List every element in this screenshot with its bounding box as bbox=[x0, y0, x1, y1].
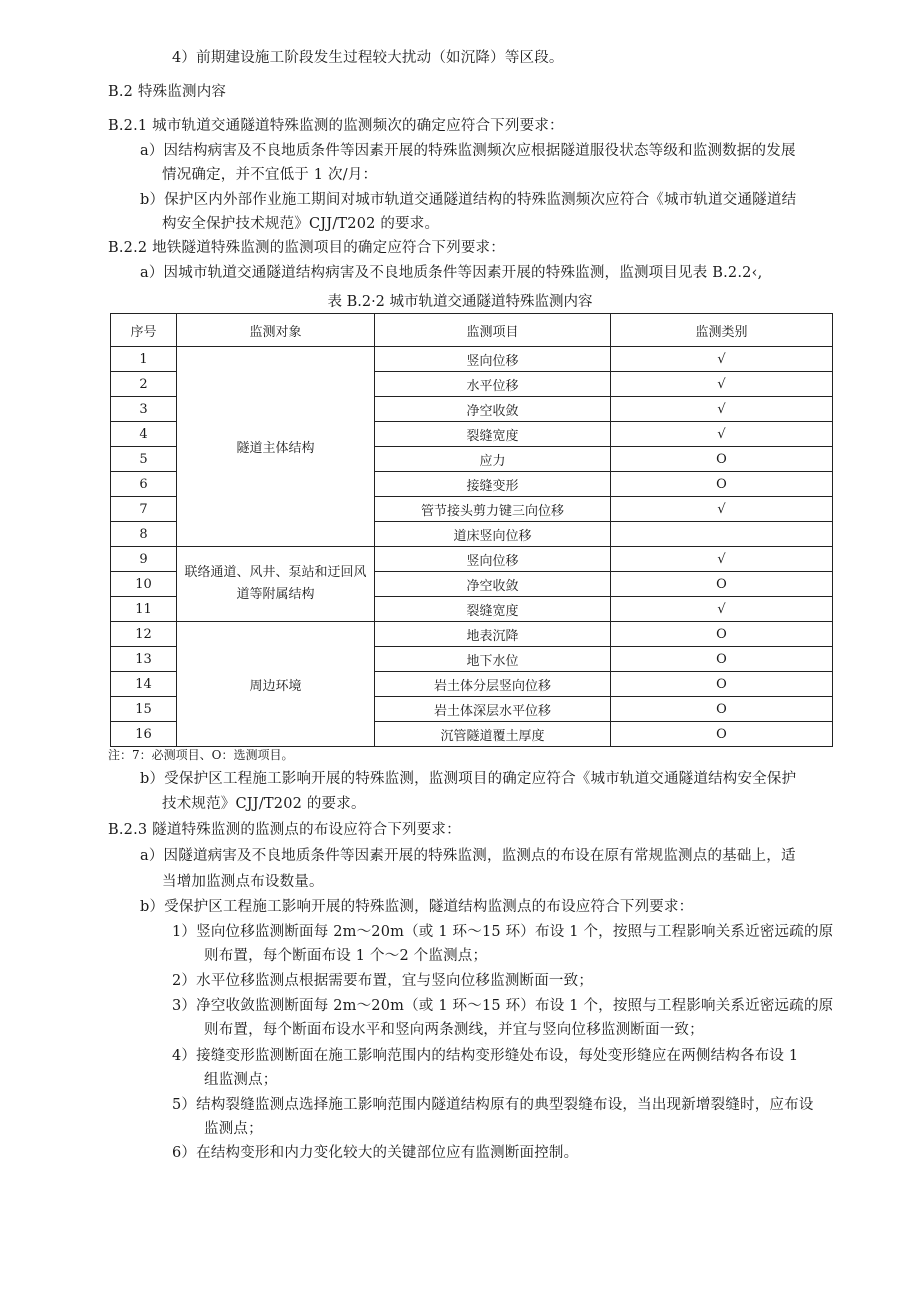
row-no: 8 bbox=[111, 522, 177, 547]
row-item: 竖向位移 bbox=[375, 547, 611, 572]
row-item: 地下水位 bbox=[375, 647, 611, 672]
row-no: 14 bbox=[111, 672, 177, 697]
object-cell: 联络通道、风井、泵站和迂回风道等附属结构 bbox=[177, 547, 375, 622]
table-header-row bbox=[111, 314, 833, 347]
row-category: O bbox=[611, 622, 833, 647]
row-category: O bbox=[611, 472, 833, 497]
subitem-3-line1: 3）净空收敛监测断面每 2m～20m（或 1 环～15 环）布设 1 个，按照与工程影响关系近密远疏的原 bbox=[172, 998, 834, 1014]
table-row bbox=[111, 622, 833, 647]
section-b2-heading: B.2 特殊监测内容 bbox=[108, 84, 227, 100]
subitem-5-line2: 监测点； bbox=[204, 1121, 263, 1137]
row-no: 10 bbox=[111, 572, 177, 597]
row-item: 净空收敛 bbox=[375, 572, 611, 597]
clause-b23-a-line2: 当增加监测点布设数量。 bbox=[162, 874, 324, 890]
clause-b21-a-line2: 情况确定，并不宜低于 1 次/月： bbox=[162, 167, 378, 183]
object-cell: 周边环境 bbox=[177, 622, 375, 747]
subitem-5-line1: 5）结构裂缝监测点选择施工影响范围内隧道结构原有的典型裂缝布设，当出现新增裂缝时，应布设 bbox=[172, 1097, 814, 1113]
row-category: O bbox=[611, 722, 833, 747]
table-caption: 表 B.2·2 城市轨道交通隧道特殊监测内容 bbox=[327, 294, 593, 310]
table-row bbox=[111, 547, 833, 572]
table-row bbox=[111, 347, 833, 372]
row-no: 3 bbox=[111, 397, 177, 422]
row-category: √ bbox=[611, 347, 833, 372]
row-no: 7 bbox=[111, 497, 177, 522]
row-category bbox=[611, 522, 833, 547]
clause-b21-b-line1: b）保护区内外部作业施工期间对城市轨道交通隧道结构的特殊监测频次应符合《城市轨道交通隧道结 bbox=[140, 192, 797, 208]
row-category: O bbox=[611, 447, 833, 472]
row-no: 6 bbox=[111, 472, 177, 497]
clause-b22: B.2.2 地铁隧道特殊监测的监测项目的确定应符合下列要求： bbox=[108, 240, 505, 256]
row-no: 13 bbox=[111, 647, 177, 672]
subitem-1-line1: 1）竖向位移监测断面每 2m～20m（或 1 环～15 环）布设 1 个，按照与工程影响关系近密远疏的原 bbox=[172, 924, 834, 940]
row-item: 净空收敛 bbox=[375, 397, 611, 422]
row-no: 9 bbox=[111, 547, 177, 572]
row-item: 岩土体深层水平位移 bbox=[375, 697, 611, 722]
header-object: 监测对象 bbox=[177, 314, 375, 347]
subitem-2: 2）水平位移监测点根据需要布置，宜与竖向位移监测断面一致； bbox=[172, 973, 594, 989]
row-no: 2 bbox=[111, 372, 177, 397]
subitem-3-line2: 则布置，每个断面布设水平和竖向两条测线，并宜与竖向位移监测断面一致； bbox=[204, 1022, 704, 1038]
object-cell: 隧道主体结构 bbox=[177, 347, 375, 547]
row-no: 16 bbox=[111, 722, 177, 747]
row-item: 应力 bbox=[375, 447, 611, 472]
clause-b21-b-line2: 构安全保护技术规范》CJJ/T202 的要求。 bbox=[162, 216, 440, 232]
row-no: 1 bbox=[111, 347, 177, 372]
row-item: 管节接头剪力键三向位移 bbox=[375, 497, 611, 522]
clause-b22-a: a）因城市轨道交通隧道结构病害及不良地质条件等因素开展的特殊监测，监测项目见表 B.2.2‹, bbox=[140, 265, 763, 281]
row-category: √ bbox=[611, 547, 833, 572]
clause-b21-a-line1: a）因结构病害及不良地质条件等因素开展的特殊监测频次应根据隧道服役状态等级和监测数据的发展 bbox=[140, 143, 796, 159]
clause-b23: B.2.3 隧道特殊监测的监测点的布设应符合下列要求： bbox=[108, 822, 461, 838]
clause-b22-b-line2: 技术规范》CJJ/T202 的要求。 bbox=[162, 796, 366, 812]
row-category: O bbox=[611, 672, 833, 697]
row-category: O bbox=[611, 572, 833, 597]
subitem-1-line2: 则布置，每个断面布设 1 个～2 个监测点； bbox=[204, 948, 488, 964]
row-no: 5 bbox=[111, 447, 177, 472]
row-item: 地表沉降 bbox=[375, 622, 611, 647]
row-item: 竖向位移 bbox=[375, 347, 611, 372]
row-item: 裂缝宽度 bbox=[375, 597, 611, 622]
row-category: √ bbox=[611, 397, 833, 422]
row-category: √ bbox=[611, 597, 833, 622]
header-item: 监测项目 bbox=[375, 314, 611, 347]
row-category: √ bbox=[611, 422, 833, 447]
row-item: 道床竖向位移 bbox=[375, 522, 611, 547]
row-no: 12 bbox=[111, 622, 177, 647]
table-note: 注：7：必测项目、O：选测项目。 bbox=[108, 748, 294, 762]
clause-b21: B.2.1 城市轨道交通隧道特殊监测的监测频次的确定应符合下列要求： bbox=[108, 118, 564, 134]
row-category: √ bbox=[611, 372, 833, 397]
clause-b23-a-line1: a）因隧道病害及不良地质条件等因素开展的特殊监测，监测点的布设在原有常规监测点的基础上，适 bbox=[140, 848, 796, 864]
row-no: 11 bbox=[111, 597, 177, 622]
subitem-4-line2: 组监测点； bbox=[204, 1072, 278, 1088]
header-category: 监测类别 bbox=[611, 314, 833, 347]
clause-b22-b-line1: b）受保护区工程施工影响开展的特殊监测，监测项目的确定应符合《城市轨道交通隧道结构安全保护 bbox=[140, 771, 797, 787]
row-item: 岩土体分层竖向位移 bbox=[375, 672, 611, 697]
clause-b23-b: b）受保护区工程施工影响开展的特殊监测，隧道结构监测点的布设应符合下列要求： bbox=[140, 899, 694, 915]
item-4-text: 4）前期建设施工阶段发生过程较大扰动（如沉降）等区段。 bbox=[172, 50, 564, 66]
row-category: √ bbox=[611, 497, 833, 522]
header-no: 序号 bbox=[111, 314, 177, 347]
subitem-6: 6）在结构变形和内力变化较大的关键部位应有监测断面控制。 bbox=[172, 1145, 579, 1161]
row-category: O bbox=[611, 697, 833, 722]
row-no: 4 bbox=[111, 422, 177, 447]
row-category: O bbox=[611, 647, 833, 672]
row-no: 15 bbox=[111, 697, 177, 722]
monitoring-table bbox=[110, 313, 833, 747]
row-item: 接缝变形 bbox=[375, 472, 611, 497]
row-item: 裂缝宽度 bbox=[375, 422, 611, 447]
row-item: 沉管隧道覆土厚度 bbox=[375, 722, 611, 747]
subitem-4-line1: 4）接缝变形监测断面在施工影响范围内的结构变形缝处布设，每处变形缝应在两侧结构各布设 1 bbox=[172, 1048, 799, 1064]
row-item: 水平位移 bbox=[375, 372, 611, 397]
